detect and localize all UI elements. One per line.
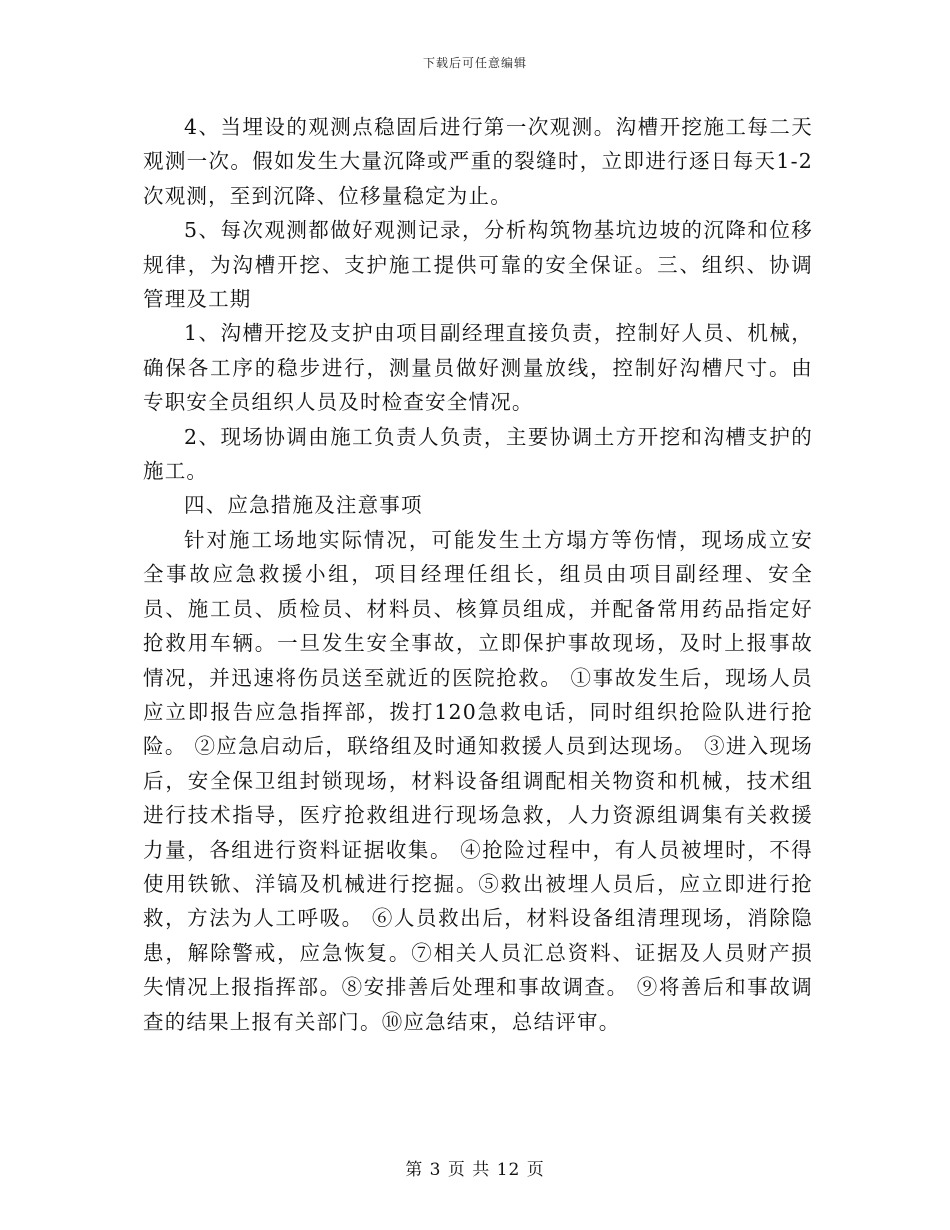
- paragraph-observation-records: 5、每次观测都做好观测记录，分析构筑物基坑边坡的沉降和位移规律，为沟槽开挖、支护施工提供可靠的安全保证。三、组织、协调管理及工期: [143, 218, 813, 312]
- section-heading-emergency: 四、应急措施及注意事项: [184, 493, 423, 518]
- header-note: 下载后可任意编辑: [422, 56, 527, 70]
- page-number: 第 3 页 共 12 页: [405, 1160, 545, 1180]
- paragraph-observation-first: 4、当埋设的观测点稳固后进行第一次观测。沟槽开挖施工每二天观测一次。假如发生大量沉降或严重的裂缝时，立即进行逐日每天1-2次观测，至到沉降、位移量稳定为止。: [143, 115, 813, 208]
- paragraph-emergency-measures: 针对施工场地实际情况，可能发生土方塌方等伤情，现场成立安全事故应急救援小组，项目经理任组长，组员由项目副经理、安全员、施工员、质检员、材料员、核算员组成，并配备常用药品指定好抢救用车辆。一旦发生安全事故，立即保护事故现场，及时上报事故情况，并迅速将伤员送至就近的医院抢救。 ①事故发生后，现场人员应立即报告应急指挥部，拨打120急救电话，同时组织抢险队进行抢险。 ②应急启动后，联络组及时通知救援人员到达现场。 ③进入现场后，安全保卫组封锁现场，材料设备组调配相关物资和机械，技术组进行技术指导，医疗抢救组进行现场急救，人力资源组调集有关救援力量，各组进行资料证据收集。 ④抢险过程中，有人员被埋时，不得使用铁锨、洋镐及机械进行挖掘。⑤救出被埋人员后，应立即进行抢救，方法为人工呼吸。 ⑥人员救出后，材料设备组清理现场，消除隐患，解除警戒，应急恢复。⑦相关人员汇总资料、证据及人员财产损失情况上报指挥部。⑧安排善后处理和事故调查。 ⑨将善后和事故调查的结果上报有关部门。⑩应急结束，总结评审。: [143, 527, 813, 1034]
- paragraph-site-coordination: 2、现场协调由施工负责人负责，主要协调土方开挖和沟槽支护的施工。: [143, 424, 813, 484]
- paragraph-management-trench: 1、沟槽开挖及支护由项目副经理直接负责，控制好人员、机械，确保各工序的稳步进行，测量员做好测量放线，控制好沟槽尺寸。由专职安全员组织人员及时检查安全情况。: [143, 321, 813, 415]
- body-text: [143, 110, 813, 1039]
